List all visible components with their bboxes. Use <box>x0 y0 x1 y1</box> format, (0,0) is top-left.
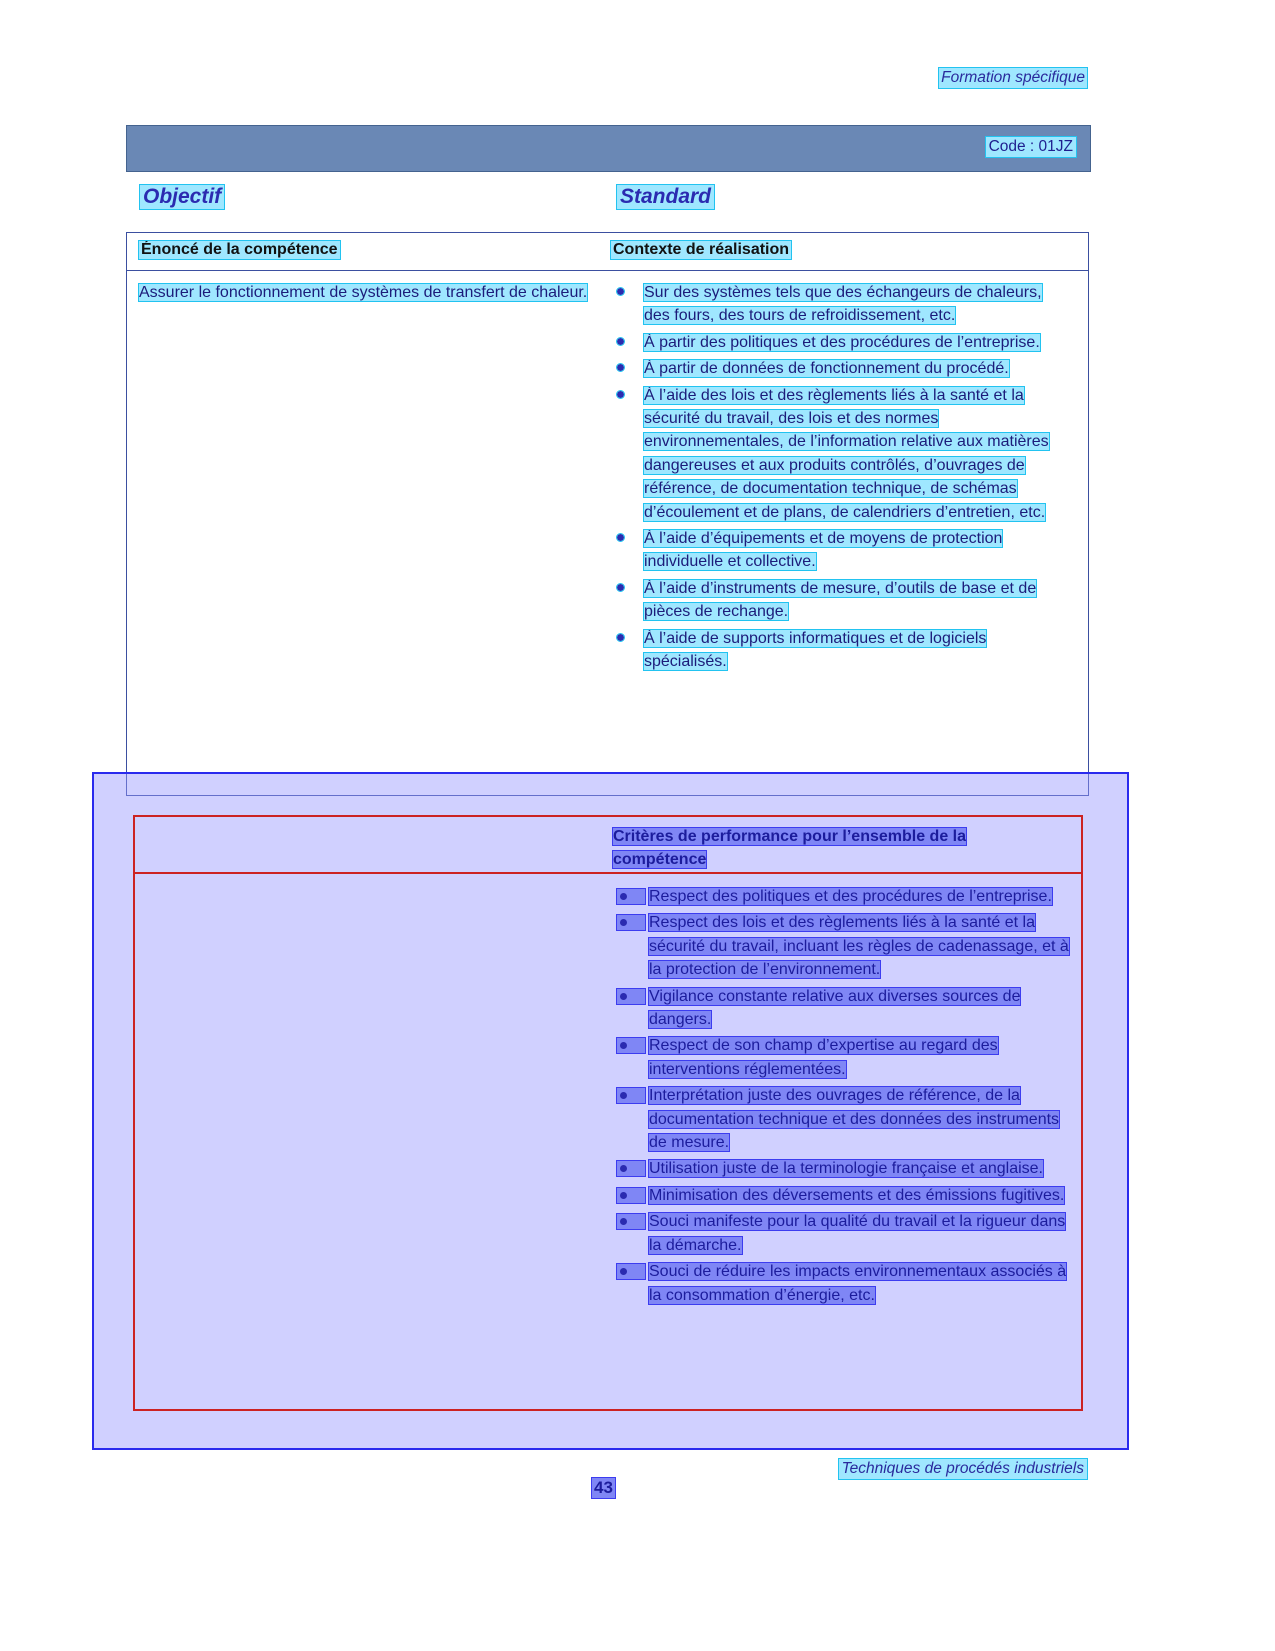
list-item-label: Minimisation des déversements et des émissions fugitives. <box>649 1186 1065 1204</box>
list-item <box>611 577 1066 624</box>
list-item <box>611 527 1066 574</box>
list-item <box>613 1084 1073 1154</box>
list-item <box>613 1260 1073 1307</box>
list-item <box>613 1210 1073 1257</box>
bullet-icon <box>617 534 624 541</box>
page-number: 43 <box>594 1478 613 1497</box>
list-item-label: Respect des lois et des règlements liés à la santé et la sécurité du travail, incluant les règles de cadenassage, et à la protection de l’environnement. <box>649 914 1069 979</box>
list-item <box>611 627 1066 674</box>
list-item <box>611 331 1066 354</box>
list-item-label: À partir de données de fonctionnement du procédé. <box>644 360 1009 378</box>
list-item <box>613 985 1073 1032</box>
list-item-label: À l’aide d’équipements et de moyens de protection individuelle et collective. <box>644 530 1003 571</box>
list-item-label: Interprétation juste des ouvrages de référence, de la documentation technique et des données des instruments de mesure. <box>649 1087 1060 1152</box>
bullet-icon <box>617 1038 645 1053</box>
bullet-icon <box>617 1161 645 1176</box>
list-item <box>613 885 1073 908</box>
list-item <box>613 911 1073 981</box>
list-item-label: À l’aide d’instruments de mesure, d’outils de base et de pièces de rechange. <box>644 579 1037 621</box>
list-item-label: Utilisation juste de la terminologie française et anglaise. <box>649 1160 1043 1178</box>
bullet-icon <box>617 634 624 641</box>
bullet-icon <box>617 1264 645 1279</box>
list-item-label: À partir des politiques et des procédures de l’entreprise. <box>644 333 1040 351</box>
list-item-label: Respect de son champ d’expertise au regard des interventions réglementées. <box>649 1037 998 1078</box>
enonce-text <box>139 281 594 304</box>
bullet-icon <box>617 364 624 371</box>
criteres-header-title <box>613 825 1063 871</box>
header-section-label: Formation spécifique <box>941 69 1085 86</box>
bullet-icon <box>617 288 624 295</box>
list-item <box>613 1157 1073 1180</box>
bullet-icon <box>617 915 645 930</box>
bullet-icon <box>617 338 624 345</box>
list-item <box>613 1184 1073 1207</box>
list-item <box>611 357 1066 380</box>
bullet-icon <box>617 584 624 591</box>
bullet-icon <box>617 989 645 1004</box>
footer-program-label: Techniques de procédés industriels <box>839 1459 1087 1479</box>
bullet-icon <box>617 1214 645 1229</box>
list-item-label: Souci manifeste pour la qualité du travail et la rigueur dans la démarche. <box>649 1213 1066 1254</box>
contexte-list <box>611 281 1066 677</box>
bullet-icon <box>617 1188 645 1203</box>
objectif-standard-table <box>126 232 1089 796</box>
list-item-label: À l’aide de supports informatiques et de logiciels spécialisés. <box>644 629 987 671</box>
competency-code: Code : 01JZ <box>986 137 1076 157</box>
list-item-label: Sur des systèmes tels que des échangeurs de chaleurs, des fours, des tours de refroidissement, etc. <box>644 284 1042 325</box>
bullet-icon <box>617 1088 645 1103</box>
criteres-performance-table <box>133 815 1083 1411</box>
list-item-label: Souci de réduire les impacts environnementaux associés à la consommation d’énergie, etc. <box>649 1263 1067 1304</box>
criteres-header-title-value: Critères de performance pour l’ensemble de la compétence <box>613 828 967 868</box>
code-banner <box>126 125 1091 172</box>
bullet-icon <box>617 391 624 398</box>
objectif-column-title: Objectif <box>140 185 224 209</box>
criteres-header-row <box>135 817 1081 874</box>
criteres-list <box>613 885 1073 1310</box>
list-item <box>611 281 1066 328</box>
enonce-header: Énoncé de la compétence <box>141 241 338 258</box>
contexte-header: Contexte de réalisation <box>613 241 790 258</box>
enonce-text-value: Assurer le fonctionnement de systèmes de transfert de chaleur. <box>139 284 588 301</box>
list-item <box>613 1034 1073 1081</box>
standard-column-title: Standard <box>617 185 714 209</box>
list-item-label: Vigilance constante relative aux diverses sources de dangers. <box>649 987 1021 1029</box>
bullet-icon <box>617 889 645 904</box>
list-item-label: À l’aide des lois et des règlements liés à la santé et la sécurité du travail, des lois et des normes environnementales, de l’information relative aux matières dangereuses et aux produits contrôlés, d’ouvrages de référence, de documentation technique, de schémas d’écoulement et de plans, de calendriers d’entretien, etc. <box>644 386 1049 521</box>
list-item <box>611 384 1066 524</box>
list-item-label: Respect des politiques et des procédures de l’entreprise. <box>649 888 1052 905</box>
table-header-row <box>127 233 1088 271</box>
